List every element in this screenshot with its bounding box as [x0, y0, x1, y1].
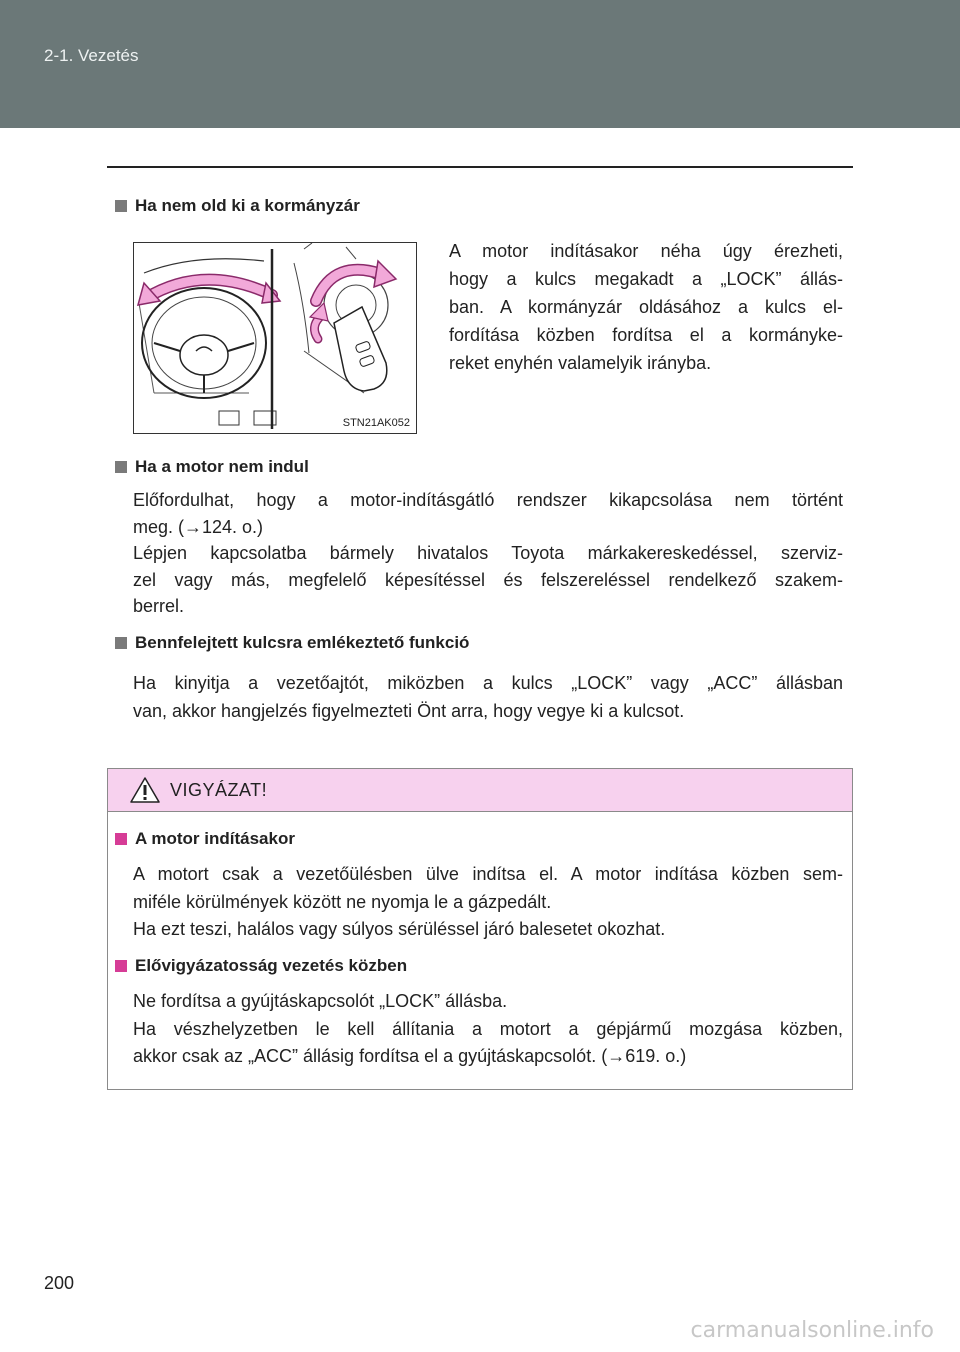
text-line: zel vagy más, megfelelő képesítéssel és felszereléssel rendelkező szakem-: [133, 569, 843, 590]
section-title: A motor indításakor: [135, 829, 295, 848]
steering-wheel-key-drawing: [134, 243, 416, 433]
text-line: berrel.: [133, 596, 185, 616]
steering-key-illustration: [133, 242, 417, 434]
text-line: miféle körülmények között ne nyomja le a gázpedált.: [133, 891, 552, 912]
warning-heading-start: [115, 829, 295, 849]
section-title: Elővigyázatosság vezetés közben: [135, 956, 408, 975]
page-header: [0, 0, 960, 128]
section-heading-lock: [115, 196, 360, 216]
text-line: Előfordulhat, hogy a motor-indításgátló rendszer kikapcsolása nem történt: [133, 490, 843, 510]
text-line: hogy a kulcs megakadt a „LOCK” állás-: [449, 269, 843, 289]
text-line: Ha vészhelyzetben le kell állítania a motort a gépjármű mozgása közben,: [133, 1018, 843, 1039]
bullet-square-icon: [115, 461, 127, 473]
lock-paragraph: [449, 237, 843, 377]
reminder-paragraph: [133, 669, 843, 725]
section-heading-nostart: [115, 457, 309, 477]
warning-driving-paragraph: [133, 988, 843, 1071]
warning-header: [108, 769, 852, 812]
text-line: Lépjen kapcsolatba bármely hivatalos Toyota márkakereskedéssel, szerviz-: [133, 543, 843, 563]
warning-start-paragraph: [133, 861, 843, 944]
warning-triangle-icon: [130, 777, 160, 803]
bullet-square-icon: [115, 637, 127, 649]
section-title: Ha nem old ki a kormányzár: [135, 196, 360, 215]
section-title: Ha a motor nem indul: [135, 457, 309, 476]
text-line: van, akkor hangjelzés figyelmezteti Önt arra, hogy vegye ki a kulcsot.: [133, 701, 685, 721]
text-line: meg. (→124. o.): [133, 516, 264, 537]
top-divider: [107, 166, 853, 168]
page-number: 200: [44, 1273, 75, 1293]
text-line: Ha kinyitja a vezetőajtót, miközben a kulcs „LOCK” vagy „ACC” állásban: [133, 673, 843, 693]
chapter-title: 2-1. Vezetés: [44, 46, 139, 65]
text-line: Ne fordítsa a gyújtáskapcsolót „LOCK” állásba.: [133, 991, 508, 1011]
bullet-square-icon: [115, 200, 127, 212]
text-line: A motort csak a vezetőülésben ülve indítsa el. A motor indítása közben sem-: [133, 864, 843, 884]
section-heading-reminder: [115, 633, 469, 653]
text-line: Ha ezt teszi, halálos vagy súlyos sérüléssel járó balesetet okozhat.: [133, 919, 666, 939]
nostart-paragraph: [133, 487, 843, 620]
text-line: akkor csak az „ACC” állásig fordítsa el a gyújtáskapcsolót. (→619. o.): [133, 1046, 687, 1066]
section-title: Bennfelejtett kulcsra emlékeztető funkció: [135, 633, 470, 652]
text-line: reket enyhén valamelyik irányba.: [449, 353, 712, 373]
figure-code: STN21AK052: [342, 417, 410, 429]
warning-title: VIGYÁZAT!: [170, 779, 268, 800]
text-line: ban. A kormányzár oldásához a kulcs el-: [449, 297, 843, 317]
warning-heading-driving: [115, 956, 407, 976]
text-line: A motor indításakor néha úgy érezheti,: [449, 241, 843, 261]
bullet-square-icon: [115, 833, 127, 845]
bullet-square-icon: [115, 960, 127, 972]
text-line: fordítása közben fordítsa el a kormányke-: [449, 325, 843, 345]
watermark: carmanualsonline.info: [690, 1318, 934, 1343]
